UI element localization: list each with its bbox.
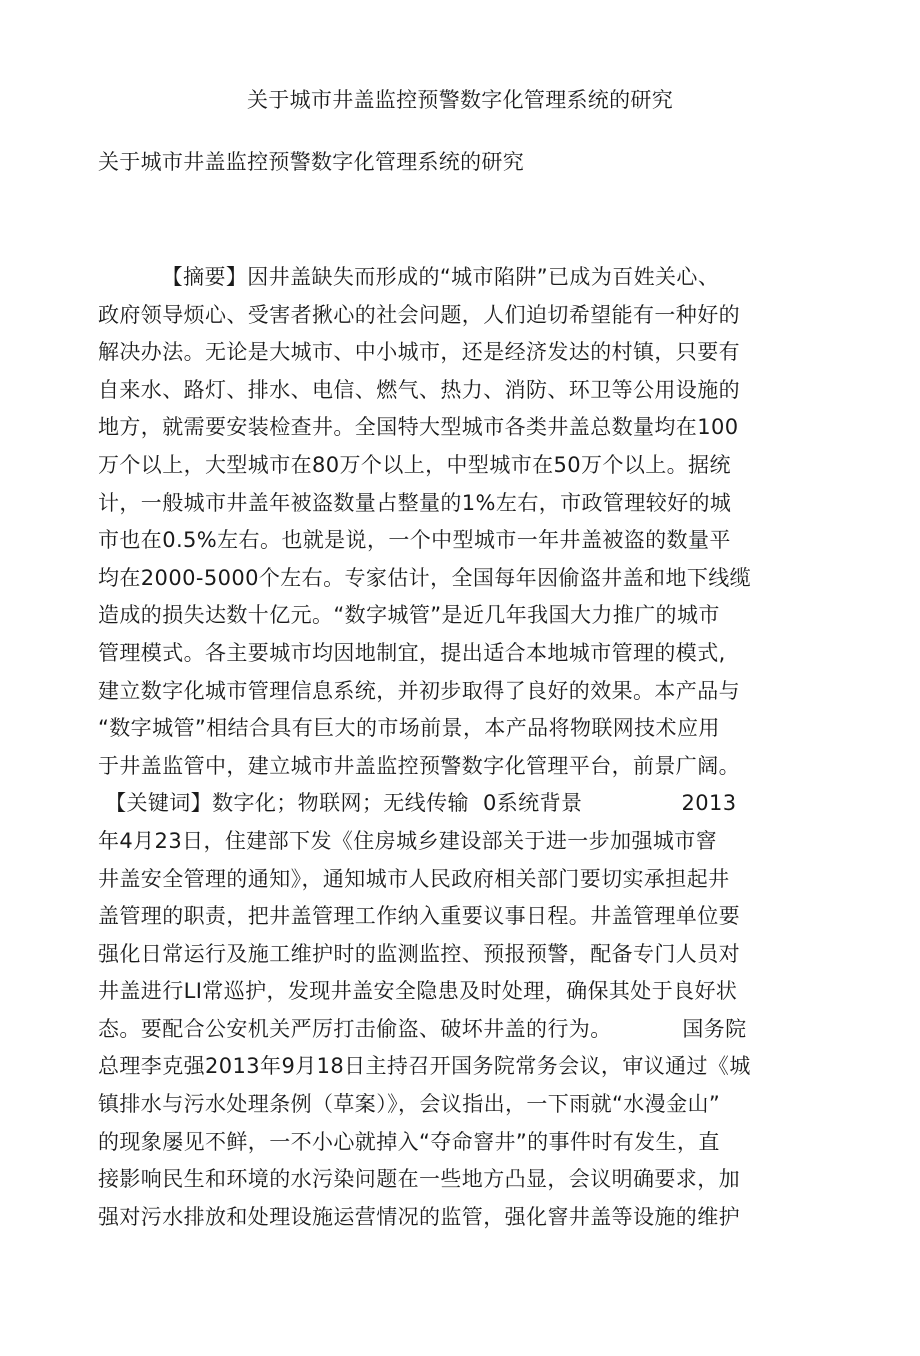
text-line: 造成的损失达数十亿元。“数字城管”是近几年我国大力推广的城市 [98,603,720,628]
text-line: 【摘要】因井盖缺失而形成的“城市陷阱”已成为百姓关心、 [98,265,720,289]
text-line: 地方，就需要安装检查井。全国特大型城市各类井盖总数量均在100 [98,415,739,440]
text-line: 于井盖监管中，建立城市井盖监控预警数字化管理平台，前景广阔。 [98,753,740,778]
text-line: 井盖安全管理的通知》，通知城市人民政府相关部门要切实承担起井 [98,866,730,891]
text-line: 管理模式。各主要城市均因地制宜，提出适合本地城市管理的模式, [98,640,726,665]
text-line: 接影响民生和环境的水污染问题在一些地方凸显，会议明确要求，加 [98,1167,740,1192]
text-line: 态。要配合公安机关严厉打击偷盗、破坏井盖的行为。 国务院 [98,1016,747,1041]
text-line: 总理李克强2013年9月18日主持召开国务院常务会议，审议通过《城 [98,1054,751,1079]
text-line: 均在2000-5000个左右。专家估计，全国每年因偷盗井盖和地下线缆 [98,565,752,590]
text-line: 计，一般城市井盖年被盗数量占整量的1%左右，市政管理较好的城 [98,490,732,515]
text-line: “数字城管”相结合具有巨大的市场前景，本产品将物联网技术应用 [98,716,720,741]
text-line: 井盖进行LI常巡护，发现井盖安全隐患及时处理，确保其处于良好状 [98,979,738,1004]
text-line: 万个以上，大型城市在80万个以上，中型城市在50万个以上。据统 [98,452,731,477]
text-line: 镇排水与污水处理条例（草案）》，会议指出，一下雨就“水漫金山” [98,1092,721,1117]
text-line: 【关键词】数字化；物联网；无线传输 0系统背景 2013 [98,791,737,816]
text-line: 强对污水排放和处理设施运营情况的监管，强化窨井盖等设施的维护 [98,1204,740,1229]
text-line: 自来水、路灯、排水、电信、燃气、热力、消防、环卫等公用设施的 [98,377,740,402]
document-subtitle: 关于城市井盖监控预警数字化管理系统的研究 [98,150,524,174]
text-line: 建立数字化城市管理信息系统，并初步取得了良好的效果。本产品与 [98,678,740,703]
text-line: 的现象屡见不鲜，一不小心就掉入“夺命窨井”的事件时有发生，直 [98,1129,720,1154]
text-line: 强化日常运行及施工维护时的监测监控、预报预警，配备专门人员对 [98,941,740,966]
body-text [98,262,813,1239]
document-title: 关于城市井盖监控预警数字化管理系统的研究 [247,88,673,112]
text-line: 年4月23日，住建部下发《住房城乡建设部关于进一步加强城市窨 [98,828,718,853]
text-line: 政府领导烦心、受害者揪心的社会问题，人们迫切希望能有一种好的 [98,302,740,327]
text-line: 解决办法。无论是大城市、中小城市，还是经济发达的村镇，只要有 [98,340,740,365]
text-line: 盖管理的职责，把井盖管理工作纳入重要议事日程。井盖管理单位要 [98,904,740,929]
text-line: 市也在0.5%左右。也就是说，一个中型城市一年井盖被盗的数量平 [98,528,731,553]
